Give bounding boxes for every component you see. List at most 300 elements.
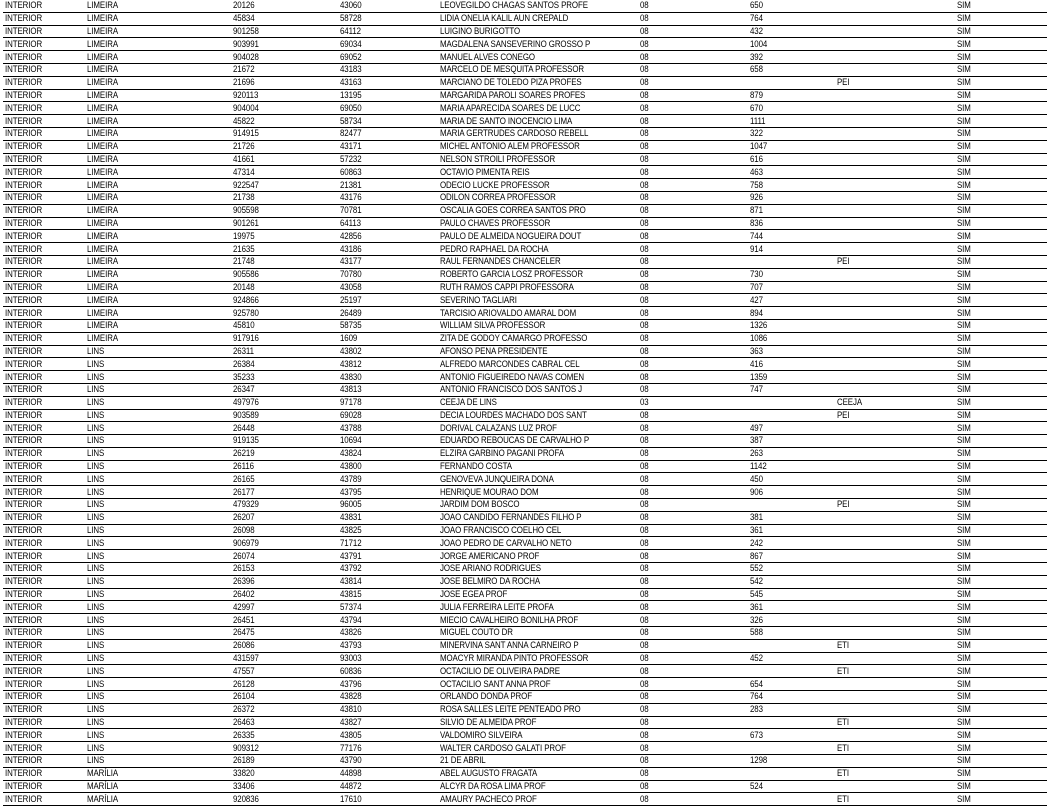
region-cell-text: INTERIOR <box>5 243 43 254</box>
status-cell-text: SIM <box>957 51 971 62</box>
region-cell <box>3 204 85 217</box>
status-cell <box>955 473 1047 486</box>
region-cell-text: INTERIOR <box>5 217 43 228</box>
school-name-cell <box>438 255 638 268</box>
type-cell-text: 08 <box>640 448 649 459</box>
region-cell-text: INTERIOR <box>5 717 43 728</box>
region-cell <box>3 447 85 460</box>
region-cell-text: INTERIOR <box>5 397 43 408</box>
status-cell-text: SIM <box>957 397 971 408</box>
school-name-cell-text: VALDOMIRO SILVEIRA <box>440 729 523 740</box>
cie-cell <box>338 614 438 627</box>
cie-cell-text: 43810 <box>340 704 362 715</box>
students-cell <box>748 537 835 550</box>
table-row <box>3 703 1047 716</box>
status-cell-text: SIM <box>957 409 971 420</box>
school-name-cell-text: MARIA APARECIDA SOARES DE LUCC <box>440 102 581 113</box>
table-row <box>3 115 1047 128</box>
code-cell-text: 903991 <box>233 38 259 49</box>
city-cell-text: LINS <box>87 371 105 382</box>
table-row <box>3 601 1047 614</box>
region-cell <box>3 486 85 499</box>
status-cell <box>955 575 1047 588</box>
region-cell-text: INTERIOR <box>5 435 43 446</box>
status-cell <box>955 255 1047 268</box>
region-cell <box>3 319 85 332</box>
students-cell <box>748 51 835 64</box>
type-cell <box>638 396 748 409</box>
students-cell <box>748 435 835 448</box>
city-cell <box>85 153 231 166</box>
code-cell <box>231 281 338 294</box>
city-cell <box>85 639 231 652</box>
school-name-cell <box>438 383 638 396</box>
type-cell-text: 08 <box>640 115 649 126</box>
region-cell <box>3 371 85 384</box>
program-cell <box>835 550 955 563</box>
students-cell <box>748 460 835 473</box>
table-row <box>3 268 1047 281</box>
type-cell-text: 08 <box>640 422 649 433</box>
code-cell-text: 26347 <box>233 384 255 395</box>
code-cell-text: 26475 <box>233 627 255 638</box>
school-name-cell-text: LEOVEGILDO CHAGAS SANTOS PROFE <box>440 0 588 11</box>
code-cell <box>231 793 338 806</box>
school-name-cell <box>438 460 638 473</box>
school-name-cell <box>438 691 638 704</box>
status-cell <box>955 281 1047 294</box>
table-row <box>3 550 1047 563</box>
city-cell <box>85 383 231 396</box>
cie-cell <box>338 499 438 512</box>
status-cell <box>955 652 1047 665</box>
code-cell-text: 47314 <box>233 166 255 177</box>
program-cell <box>835 652 955 665</box>
table-row <box>3 767 1047 780</box>
students-cell <box>748 486 835 499</box>
program-cell <box>835 588 955 601</box>
students-cell-text: 650 <box>750 0 763 11</box>
code-cell <box>231 729 338 742</box>
program-cell <box>835 127 955 140</box>
school-name-cell-text: JULIA FERREIRA LEITE PROFA <box>440 601 554 612</box>
program-cell-text: ETI <box>837 665 850 676</box>
students-cell <box>748 166 835 179</box>
table-row <box>3 396 1047 409</box>
students-cell <box>748 217 835 230</box>
city-cell-text: LINS <box>87 717 105 728</box>
status-cell-text: SIM <box>957 77 971 88</box>
students-cell-text: 1298 <box>750 755 768 766</box>
type-cell <box>638 102 748 115</box>
school-name-cell <box>438 140 638 153</box>
table-row <box>3 332 1047 345</box>
cie-cell <box>338 537 438 550</box>
type-cell-text: 08 <box>640 768 649 779</box>
status-cell-text: SIM <box>957 269 971 280</box>
school-name-cell-text: MAGDALENA SANSEVERINO GROSSO P <box>440 38 591 49</box>
code-cell <box>231 307 338 320</box>
city-cell-text: LINS <box>87 653 105 664</box>
table-row <box>3 422 1047 435</box>
type-cell <box>638 524 748 537</box>
students-cell-text: 670 <box>750 102 763 113</box>
city-cell-text: LIMEIRA <box>87 217 119 228</box>
cie-cell-text: 71712 <box>340 537 362 548</box>
students-cell-text: 867 <box>750 550 763 561</box>
city-cell-text: LIMEIRA <box>87 128 119 139</box>
status-cell <box>955 127 1047 140</box>
status-cell-text: SIM <box>957 371 971 382</box>
table-row <box>3 89 1047 102</box>
students-cell-text: 1111 <box>750 115 766 126</box>
type-cell <box>638 678 748 691</box>
city-cell-text: LIMEIRA <box>87 25 119 36</box>
type-cell-text: 08 <box>640 665 649 676</box>
region-cell-text: INTERIOR <box>5 512 43 523</box>
city-cell <box>85 691 231 704</box>
table-row <box>3 793 1047 806</box>
city-cell-text: LIMEIRA <box>87 205 119 216</box>
code-cell <box>231 127 338 140</box>
school-name-cell <box>438 563 638 576</box>
students-cell <box>748 371 835 384</box>
city-cell <box>85 588 231 601</box>
school-name-cell-text: ANTONIO FIGUEIREDO NAVAS COMEN <box>440 371 585 382</box>
code-cell-text: 904004 <box>233 102 259 113</box>
type-cell-text: 08 <box>640 678 649 689</box>
table-row <box>3 243 1047 256</box>
type-cell-text: 08 <box>640 13 649 24</box>
code-cell <box>231 537 338 550</box>
region-cell-text: INTERIOR <box>5 371 43 382</box>
city-cell <box>85 703 231 716</box>
code-cell-text: 26189 <box>233 755 255 766</box>
program-cell-text: ETI <box>837 793 850 804</box>
cie-cell <box>338 217 438 230</box>
code-cell <box>231 294 338 307</box>
table-row <box>3 25 1047 38</box>
students-cell <box>748 243 835 256</box>
city-cell <box>85 204 231 217</box>
school-name-cell-text: MICHEL ANTONIO ALEM PROFESSOR <box>440 141 580 152</box>
code-cell <box>231 742 338 755</box>
type-cell <box>638 140 748 153</box>
type-cell-text: 08 <box>640 0 649 11</box>
program-cell <box>835 255 955 268</box>
cie-cell-text: 43794 <box>340 614 362 625</box>
program-cell-text: ETI <box>837 768 850 779</box>
program-cell <box>835 742 955 755</box>
region-cell <box>3 588 85 601</box>
status-cell <box>955 614 1047 627</box>
status-cell-text: SIM <box>957 537 971 548</box>
status-cell-text: SIM <box>957 243 971 254</box>
region-cell-text: INTERIOR <box>5 614 43 625</box>
status-cell-text: SIM <box>957 614 971 625</box>
schools-table <box>3 0 1047 806</box>
code-cell-text: 26207 <box>233 512 255 523</box>
school-name-cell <box>438 294 638 307</box>
type-cell <box>638 179 748 192</box>
status-cell-text: SIM <box>957 717 971 728</box>
school-name-cell-text: AFONSO PENA PRESIDENTE <box>440 345 548 356</box>
code-cell-text: 26153 <box>233 563 255 574</box>
type-cell <box>638 345 748 358</box>
table-row <box>3 371 1047 384</box>
region-cell <box>3 307 85 320</box>
program-cell <box>835 166 955 179</box>
region-cell <box>3 575 85 588</box>
type-cell-text: 08 <box>640 128 649 139</box>
program-cell <box>835 243 955 256</box>
cie-cell <box>338 563 438 576</box>
program-cell <box>835 319 955 332</box>
table-row <box>3 755 1047 768</box>
students-cell-text: 1086 <box>750 333 768 344</box>
program-cell <box>835 614 955 627</box>
school-name-cell-text: AMAURY PACHECO PROF <box>440 793 537 804</box>
program-cell <box>835 102 955 115</box>
city-cell-text: LIMEIRA <box>87 333 119 344</box>
type-cell-text: 08 <box>640 384 649 395</box>
code-cell <box>231 511 338 524</box>
region-cell <box>3 537 85 550</box>
type-cell-text: 08 <box>640 691 649 702</box>
program-cell <box>835 115 955 128</box>
students-cell <box>748 0 835 12</box>
region-cell-text: INTERIOR <box>5 192 43 203</box>
cie-cell <box>338 63 438 76</box>
region-cell <box>3 332 85 345</box>
cie-cell <box>338 358 438 371</box>
students-cell <box>748 447 835 460</box>
type-cell <box>638 243 748 256</box>
region-cell-text: INTERIOR <box>5 166 43 177</box>
city-cell-text: LINS <box>87 345 105 356</box>
status-cell-text: SIM <box>957 25 971 36</box>
school-name-cell <box>438 447 638 460</box>
city-cell-text: LINS <box>87 589 105 600</box>
cie-cell-text: 43058 <box>340 281 362 292</box>
type-cell <box>638 652 748 665</box>
type-cell <box>638 358 748 371</box>
status-cell-text: SIM <box>957 742 971 753</box>
program-cell <box>835 563 955 576</box>
cie-cell <box>338 588 438 601</box>
status-cell-text: SIM <box>957 205 971 216</box>
type-cell-text: 08 <box>640 307 649 318</box>
school-name-cell-text: FERNANDO COSTA <box>440 461 512 472</box>
cie-cell <box>338 767 438 780</box>
students-cell-text: 894 <box>750 307 763 318</box>
students-cell <box>748 38 835 51</box>
school-name-cell-text: DECIA LOURDES MACHADO DOS SANT <box>440 409 587 420</box>
city-cell-text: LIMEIRA <box>87 269 119 280</box>
city-cell <box>85 217 231 230</box>
school-name-cell <box>438 524 638 537</box>
type-cell <box>638 166 748 179</box>
school-name-cell-text: ELZIRA GARBINO PAGANI PROFA <box>440 448 564 459</box>
cie-cell <box>338 780 438 793</box>
status-cell <box>955 793 1047 806</box>
code-cell <box>231 140 338 153</box>
cie-cell-text: 43791 <box>340 550 362 561</box>
cie-cell <box>338 140 438 153</box>
students-cell-text: 654 <box>750 678 763 689</box>
school-name-cell-text: ROBERTO GARCIA LOSZ PROFESSOR <box>440 269 583 280</box>
status-cell <box>955 140 1047 153</box>
school-name-cell <box>438 191 638 204</box>
school-name-cell <box>438 665 638 678</box>
type-cell-text: 08 <box>640 358 649 369</box>
type-cell-text: 08 <box>640 371 649 382</box>
program-cell <box>835 179 955 192</box>
code-cell <box>231 115 338 128</box>
students-cell-text: 764 <box>750 13 763 24</box>
status-cell-text: SIM <box>957 576 971 587</box>
type-cell <box>638 575 748 588</box>
table-row <box>3 460 1047 473</box>
region-cell-text: INTERIOR <box>5 486 43 497</box>
cie-cell-text: 43825 <box>340 525 362 536</box>
cie-cell-text: 69050 <box>340 102 362 113</box>
table-row <box>3 742 1047 755</box>
city-cell <box>85 729 231 742</box>
code-cell-text: 26177 <box>233 486 255 497</box>
status-cell-text: SIM <box>957 102 971 113</box>
region-cell <box>3 153 85 166</box>
type-cell <box>638 63 748 76</box>
school-name-cell-text: MIGUEL COUTO DR <box>440 627 513 638</box>
region-cell-text: INTERIOR <box>5 601 43 612</box>
cie-cell <box>338 127 438 140</box>
type-cell-text: 08 <box>640 499 649 510</box>
school-name-cell <box>438 703 638 716</box>
status-cell <box>955 89 1047 102</box>
status-cell <box>955 371 1047 384</box>
school-name-cell <box>438 115 638 128</box>
region-cell <box>3 294 85 307</box>
city-cell <box>85 652 231 665</box>
code-cell <box>231 230 338 243</box>
table-row <box>3 486 1047 499</box>
status-cell <box>955 716 1047 729</box>
school-name-cell-text: JARDIM DOM BOSCO <box>440 499 520 510</box>
students-cell-text: 588 <box>750 627 763 638</box>
city-cell-text: LINS <box>87 755 105 766</box>
program-cell <box>835 294 955 307</box>
region-cell-text: INTERIOR <box>5 77 43 88</box>
cie-cell <box>338 89 438 102</box>
region-cell-text: INTERIOR <box>5 563 43 574</box>
school-name-cell-text: LIDIA ONELIA KALIL AUN CREPALD <box>440 13 569 24</box>
city-cell <box>85 499 231 512</box>
table-row <box>3 127 1047 140</box>
cie-cell <box>338 473 438 486</box>
status-cell <box>955 383 1047 396</box>
status-cell <box>955 319 1047 332</box>
code-cell-text: 917916 <box>233 333 259 344</box>
table-row <box>3 204 1047 217</box>
school-name-cell <box>438 499 638 512</box>
school-name-cell <box>438 729 638 742</box>
code-cell <box>231 780 338 793</box>
type-cell <box>638 25 748 38</box>
school-name-cell <box>438 601 638 614</box>
students-cell <box>748 204 835 217</box>
code-cell-text: 925780 <box>233 307 259 318</box>
students-cell-text: 1047 <box>750 141 768 152</box>
students-cell <box>748 25 835 38</box>
program-cell <box>835 191 955 204</box>
status-cell <box>955 294 1047 307</box>
status-cell <box>955 486 1047 499</box>
students-cell-text: 906 <box>750 486 763 497</box>
code-cell <box>231 51 338 64</box>
table-row <box>3 588 1047 601</box>
table-row <box>3 435 1047 448</box>
city-cell-text: LIMEIRA <box>87 153 119 164</box>
city-cell-text: LIMEIRA <box>87 294 119 305</box>
region-cell-text: INTERIOR <box>5 141 43 152</box>
type-cell-text: 08 <box>640 781 649 791</box>
city-cell <box>85 332 231 345</box>
city-cell-text: LINS <box>87 435 105 446</box>
code-cell-text: 26396 <box>233 576 255 587</box>
status-cell <box>955 665 1047 678</box>
type-cell-text: 08 <box>640 601 649 612</box>
students-cell-text: 322 <box>750 128 763 139</box>
region-cell <box>3 460 85 473</box>
students-cell <box>748 755 835 768</box>
cie-cell-text: 26489 <box>340 307 362 318</box>
school-name-cell <box>438 166 638 179</box>
type-cell-text: 08 <box>640 563 649 574</box>
status-cell-text: SIM <box>957 525 971 536</box>
school-name-cell <box>438 550 638 563</box>
code-cell <box>231 102 338 115</box>
city-cell <box>85 742 231 755</box>
region-cell-text: INTERIOR <box>5 781 43 791</box>
city-cell <box>85 780 231 793</box>
code-cell-text: 26128 <box>233 678 255 689</box>
status-cell-text: SIM <box>957 640 971 651</box>
table-row <box>3 563 1047 576</box>
students-cell-text: 730 <box>750 269 763 280</box>
type-cell <box>638 793 748 806</box>
region-cell-text: INTERIOR <box>5 640 43 651</box>
code-cell <box>231 25 338 38</box>
status-cell-text: SIM <box>957 512 971 523</box>
region-cell <box>3 550 85 563</box>
type-cell <box>638 255 748 268</box>
program-cell <box>835 639 955 652</box>
region-cell <box>3 255 85 268</box>
code-cell <box>231 767 338 780</box>
students-cell <box>748 767 835 780</box>
code-cell-text: 26098 <box>233 525 255 536</box>
table-row <box>3 447 1047 460</box>
type-cell <box>638 51 748 64</box>
school-name-cell-text: JOAO CANDIDO FERNANDES FILHO P <box>440 512 582 523</box>
region-cell <box>3 12 85 25</box>
cie-cell <box>338 307 438 320</box>
region-cell-text: INTERIOR <box>5 102 43 113</box>
city-cell-text: LINS <box>87 422 105 433</box>
region-cell <box>3 396 85 409</box>
cie-cell-text: 44898 <box>340 768 362 779</box>
